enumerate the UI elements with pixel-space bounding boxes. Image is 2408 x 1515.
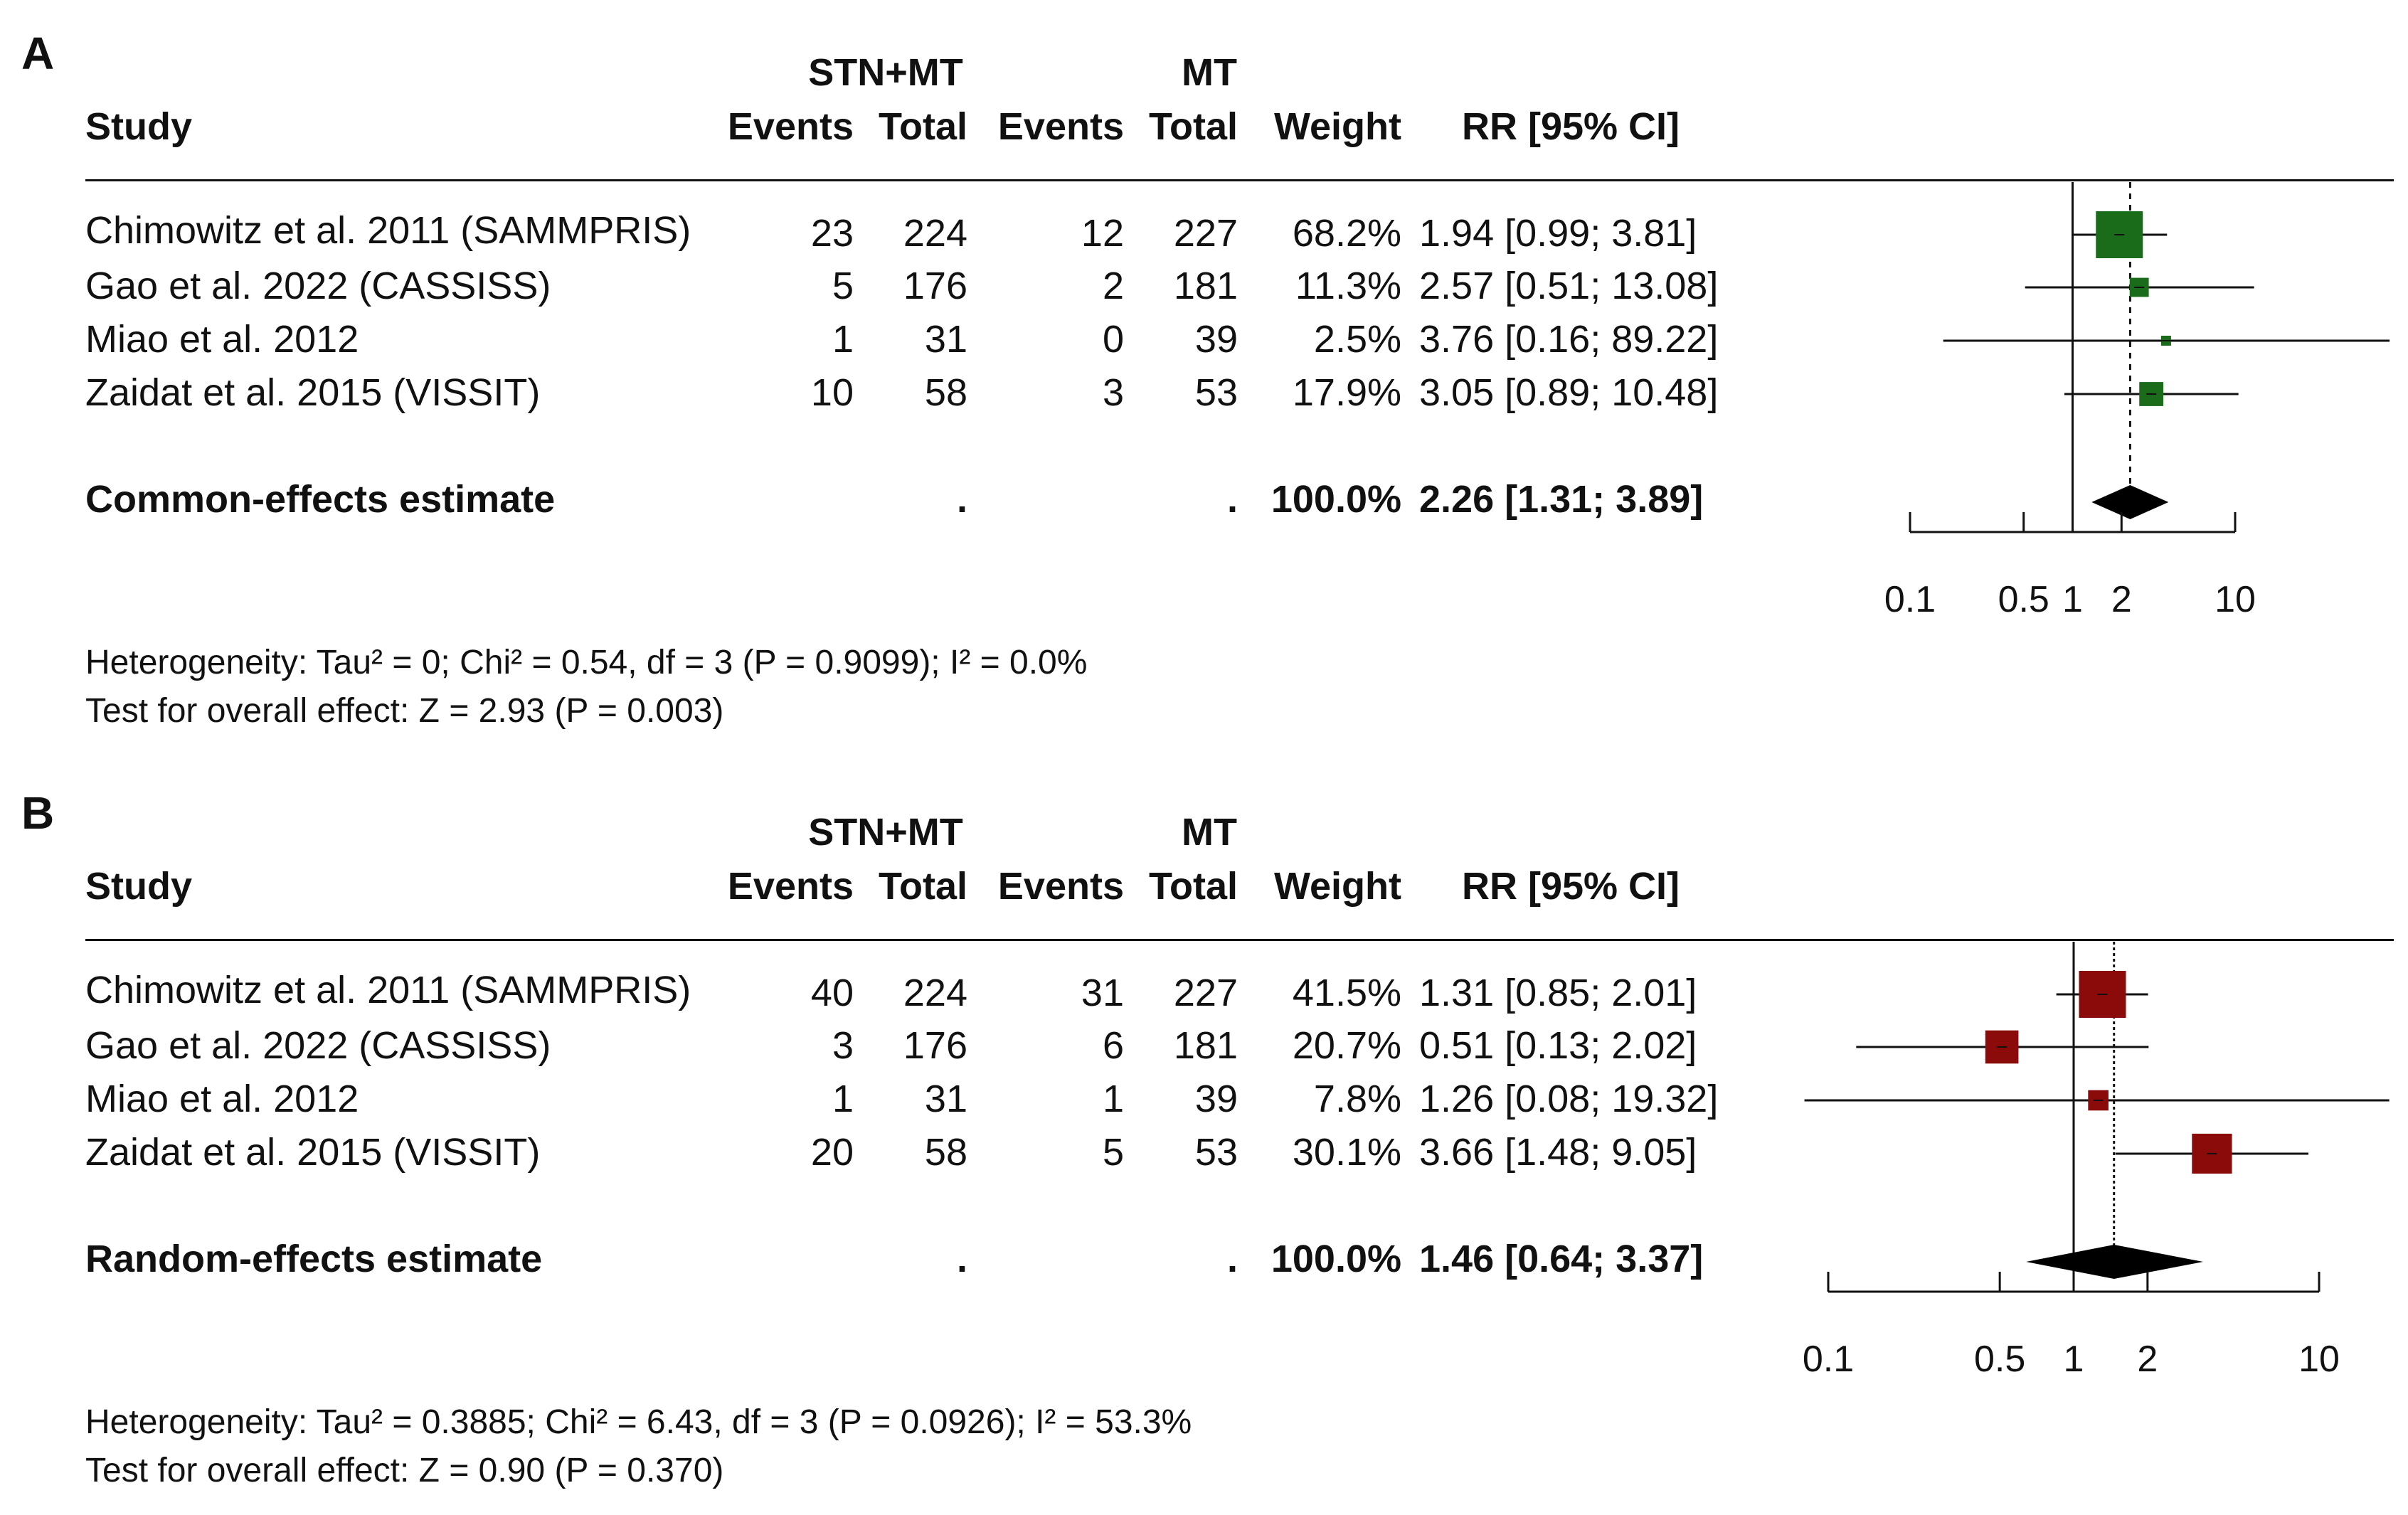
events2-value: 2	[1102, 265, 1124, 307]
summary-total1: .	[956, 1238, 967, 1280]
summary-total1: .	[956, 478, 967, 521]
study-name: Zaidat et al. 2015 (VISSIT)	[85, 1131, 541, 1174]
total2-value: 181	[1173, 1024, 1238, 1067]
study-name: Chimowitz et al. 2011 (SAMMPRIS)	[85, 969, 691, 1011]
total2-value: 181	[1173, 265, 1238, 307]
total2-value: 53	[1194, 1131, 1238, 1174]
events1-value: 5	[832, 265, 854, 307]
events2-value: 12	[1081, 212, 1124, 255]
total1-value: 224	[903, 212, 967, 255]
summary-rr: 2.26 [1.31; 3.89]	[1419, 478, 1704, 521]
events2-value: 1	[1102, 1078, 1124, 1120]
x-axis-tick-label: 0.5	[1998, 579, 2049, 620]
total2-header: Total	[1149, 105, 1238, 148]
weight-value: 41.5%	[1292, 972, 1401, 1014]
study-header: Study	[85, 105, 193, 148]
events2-value: 0	[1102, 318, 1124, 361]
total1-value: 176	[903, 1024, 967, 1067]
rr-value: 0.51 [0.13; 2.02]	[1419, 1024, 1697, 1067]
rr-value: 1.31 [0.85; 2.01]	[1419, 972, 1697, 1014]
panel-label: B	[21, 787, 55, 839]
summary-weight: 100.0%	[1271, 1238, 1401, 1280]
total2-value: 39	[1194, 318, 1238, 361]
events1-value: 10	[810, 371, 854, 414]
events2-value: 6	[1102, 1024, 1124, 1067]
x-axis-tick-label: 0.5	[1973, 1339, 2026, 1380]
x-axis-tick-label: 10	[2215, 579, 2256, 620]
pooled-estimate-diamond	[2091, 485, 2168, 519]
total1-header: Total	[879, 105, 967, 148]
weight-header: Weight	[1274, 865, 1401, 908]
x-axis-tick-label: 0.1	[1802, 1339, 1855, 1380]
events1-value: 20	[810, 1131, 854, 1174]
summary-rr: 1.46 [0.64; 3.37]	[1419, 1238, 1704, 1280]
x-axis-tick-label: 0.1	[1884, 579, 1936, 620]
total2-value: 227	[1173, 972, 1238, 1014]
group1-header: STN+MT	[808, 51, 963, 94]
forest-panel-b	[0, 760, 2408, 1515]
events2-value: 5	[1102, 1131, 1124, 1174]
total2-header: Total	[1149, 865, 1238, 908]
events2-header: Events	[997, 105, 1124, 148]
rr-header: RR [95% CI]	[1462, 105, 1680, 148]
total1-value: 58	[924, 371, 967, 414]
rr-value: 3.76 [0.16; 89.22]	[1419, 318, 1719, 361]
total1-value: 176	[903, 265, 967, 307]
rr-value: 3.66 [1.48; 9.05]	[1419, 1131, 1697, 1174]
study-name: Miao et al. 2012	[85, 1078, 359, 1120]
events1-header: Events	[727, 865, 854, 908]
study-name: Zaidat et al. 2015 (VISSIT)	[85, 371, 541, 414]
events1-value: 3	[832, 1024, 854, 1067]
summary-weight: 100.0%	[1271, 478, 1401, 521]
forest-plot-b	[0, 760, 2408, 1515]
events1-value: 40	[810, 972, 854, 1014]
heterogeneity-text: Heterogeneity: Tau² = 0; Chi² = 0.54, df = 3 (P = 0.9099); I² = 0.0%	[85, 644, 1088, 681]
study-name: Gao et al. 2022 (CASSISS)	[85, 1024, 551, 1067]
rr-value: 1.26 [0.08; 19.32]	[1419, 1078, 1719, 1120]
rr-header: RR [95% CI]	[1462, 865, 1680, 908]
x-axis-tick-label: 10	[2298, 1339, 2340, 1380]
heterogeneity-text: Heterogeneity: Tau² = 0.3885; Chi² = 6.43, df = 3 (P = 0.0926); I² = 53.3%	[85, 1403, 1192, 1441]
total1-value: 31	[924, 318, 967, 361]
group2-header: MT	[1182, 51, 1237, 94]
events2-value: 31	[1081, 972, 1124, 1014]
x-axis-tick-label: 2	[2137, 1339, 2158, 1380]
study-header: Study	[85, 865, 193, 908]
study-name: Gao et al. 2022 (CASSISS)	[85, 265, 551, 307]
weight-value: 68.2%	[1292, 212, 1401, 255]
events1-value: 1	[832, 1078, 854, 1120]
total1-value: 58	[924, 1131, 967, 1174]
summary-label: Common-effects estimate	[85, 478, 556, 521]
weight-header: Weight	[1274, 105, 1401, 148]
events1-header: Events	[727, 105, 854, 148]
study-name: Chimowitz et al. 2011 (SAMMPRIS)	[85, 209, 691, 252]
rr-value: 2.57 [0.51; 13.08]	[1419, 265, 1719, 307]
total2-value: 39	[1194, 1078, 1238, 1120]
weight-value: 30.1%	[1292, 1131, 1401, 1174]
study-name: Miao et al. 2012	[85, 318, 359, 361]
total1-value: 31	[924, 1078, 967, 1120]
total1-value: 224	[903, 972, 967, 1014]
events2-value: 3	[1102, 371, 1124, 414]
overall-effect-text: Test for overall effect: Z = 0.90 (P = 0.370)	[85, 1452, 724, 1489]
events1-value: 23	[810, 212, 854, 255]
rr-value: 1.94 [0.99; 3.81]	[1419, 212, 1697, 255]
total1-header: Total	[879, 865, 967, 908]
weight-value: 17.9%	[1292, 371, 1401, 414]
forest-panel-a	[0, 0, 2408, 755]
x-axis-tick-label: 2	[2111, 579, 2132, 620]
pooled-estimate-diamond	[2026, 1245, 2203, 1279]
group1-header: STN+MT	[808, 811, 963, 854]
forest-plot-a	[0, 0, 2408, 755]
total2-value: 227	[1173, 212, 1238, 255]
rr-value: 3.05 [0.89; 10.48]	[1419, 371, 1719, 414]
panel-label: A	[21, 28, 55, 79]
group2-header: MT	[1182, 811, 1237, 854]
total2-value: 53	[1194, 371, 1238, 414]
events2-header: Events	[997, 865, 1124, 908]
summary-total2: .	[1226, 1238, 1238, 1280]
weight-value: 2.5%	[1313, 318, 1401, 361]
overall-effect-text: Test for overall effect: Z = 2.93 (P = 0.003)	[85, 692, 724, 730]
weight-value: 7.8%	[1313, 1078, 1401, 1120]
x-axis-tick-label: 1	[2062, 579, 2083, 620]
events1-value: 1	[832, 318, 854, 361]
summary-label: Random-effects estimate	[85, 1238, 543, 1280]
weight-value: 20.7%	[1292, 1024, 1401, 1067]
summary-total2: .	[1226, 478, 1238, 521]
weight-value: 11.3%	[1295, 265, 1401, 307]
x-axis-tick-label: 1	[2063, 1339, 2084, 1380]
